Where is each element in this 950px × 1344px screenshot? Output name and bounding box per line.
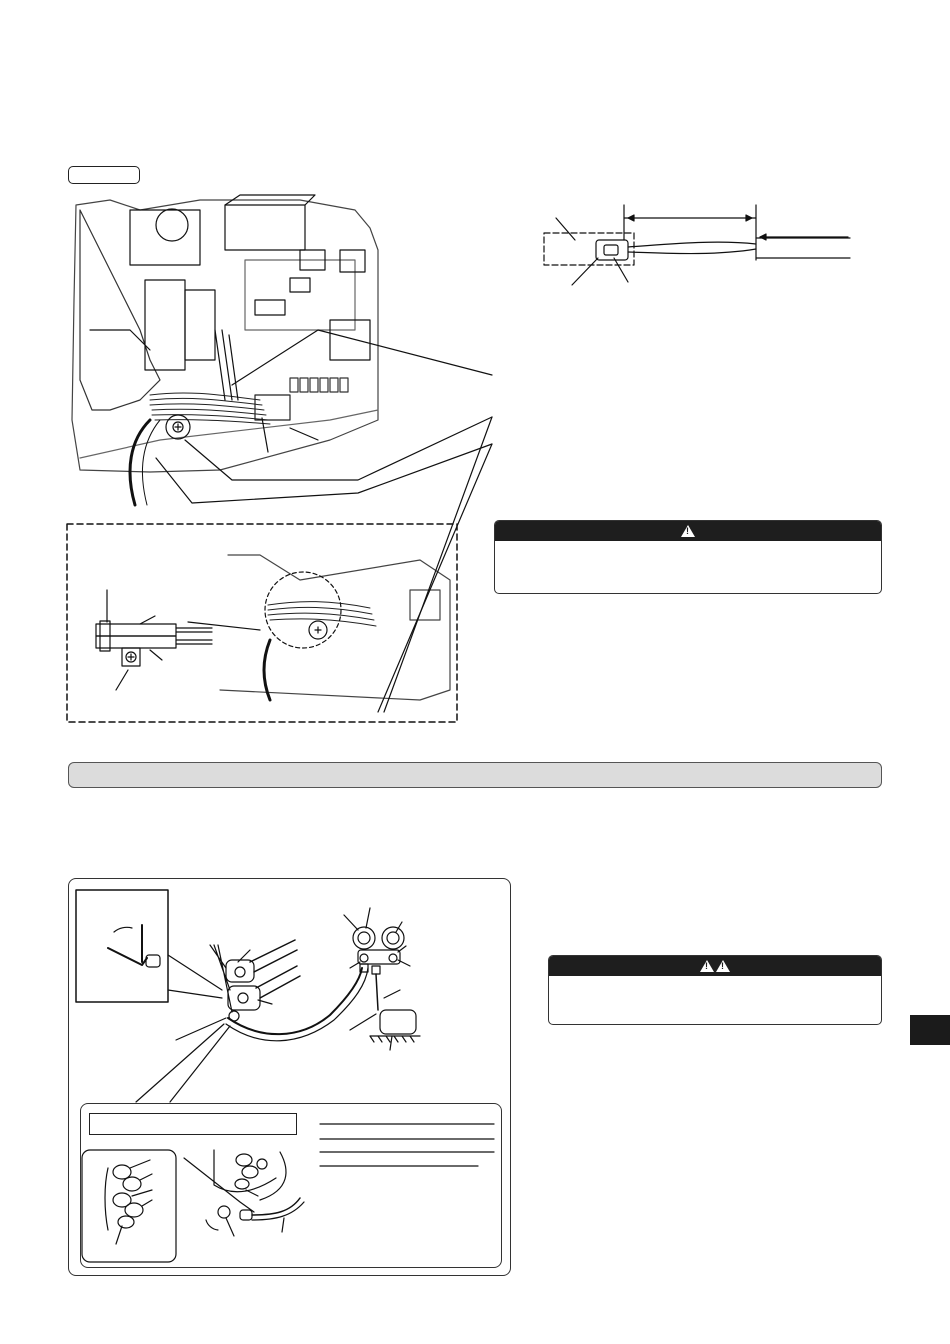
warning-triangle-icon bbox=[716, 960, 730, 972]
sensor-diagram bbox=[544, 205, 850, 285]
inset-title bbox=[90, 1114, 296, 1118]
warning-box-top bbox=[494, 520, 882, 594]
warning-header-double bbox=[549, 956, 881, 976]
warning-text bbox=[549, 976, 881, 988]
inset-title-box bbox=[89, 1113, 297, 1135]
control-board-illustration bbox=[72, 195, 492, 505]
warning-header bbox=[495, 521, 881, 541]
warning-triangle-icon bbox=[681, 525, 695, 537]
section-title bbox=[69, 763, 881, 771]
section-heading-bar bbox=[68, 762, 882, 788]
chapter-thumb-tab bbox=[910, 1015, 950, 1045]
warning-text bbox=[495, 541, 881, 553]
warning-triangle-icon bbox=[700, 960, 714, 972]
warning-box-bottom bbox=[548, 955, 882, 1025]
